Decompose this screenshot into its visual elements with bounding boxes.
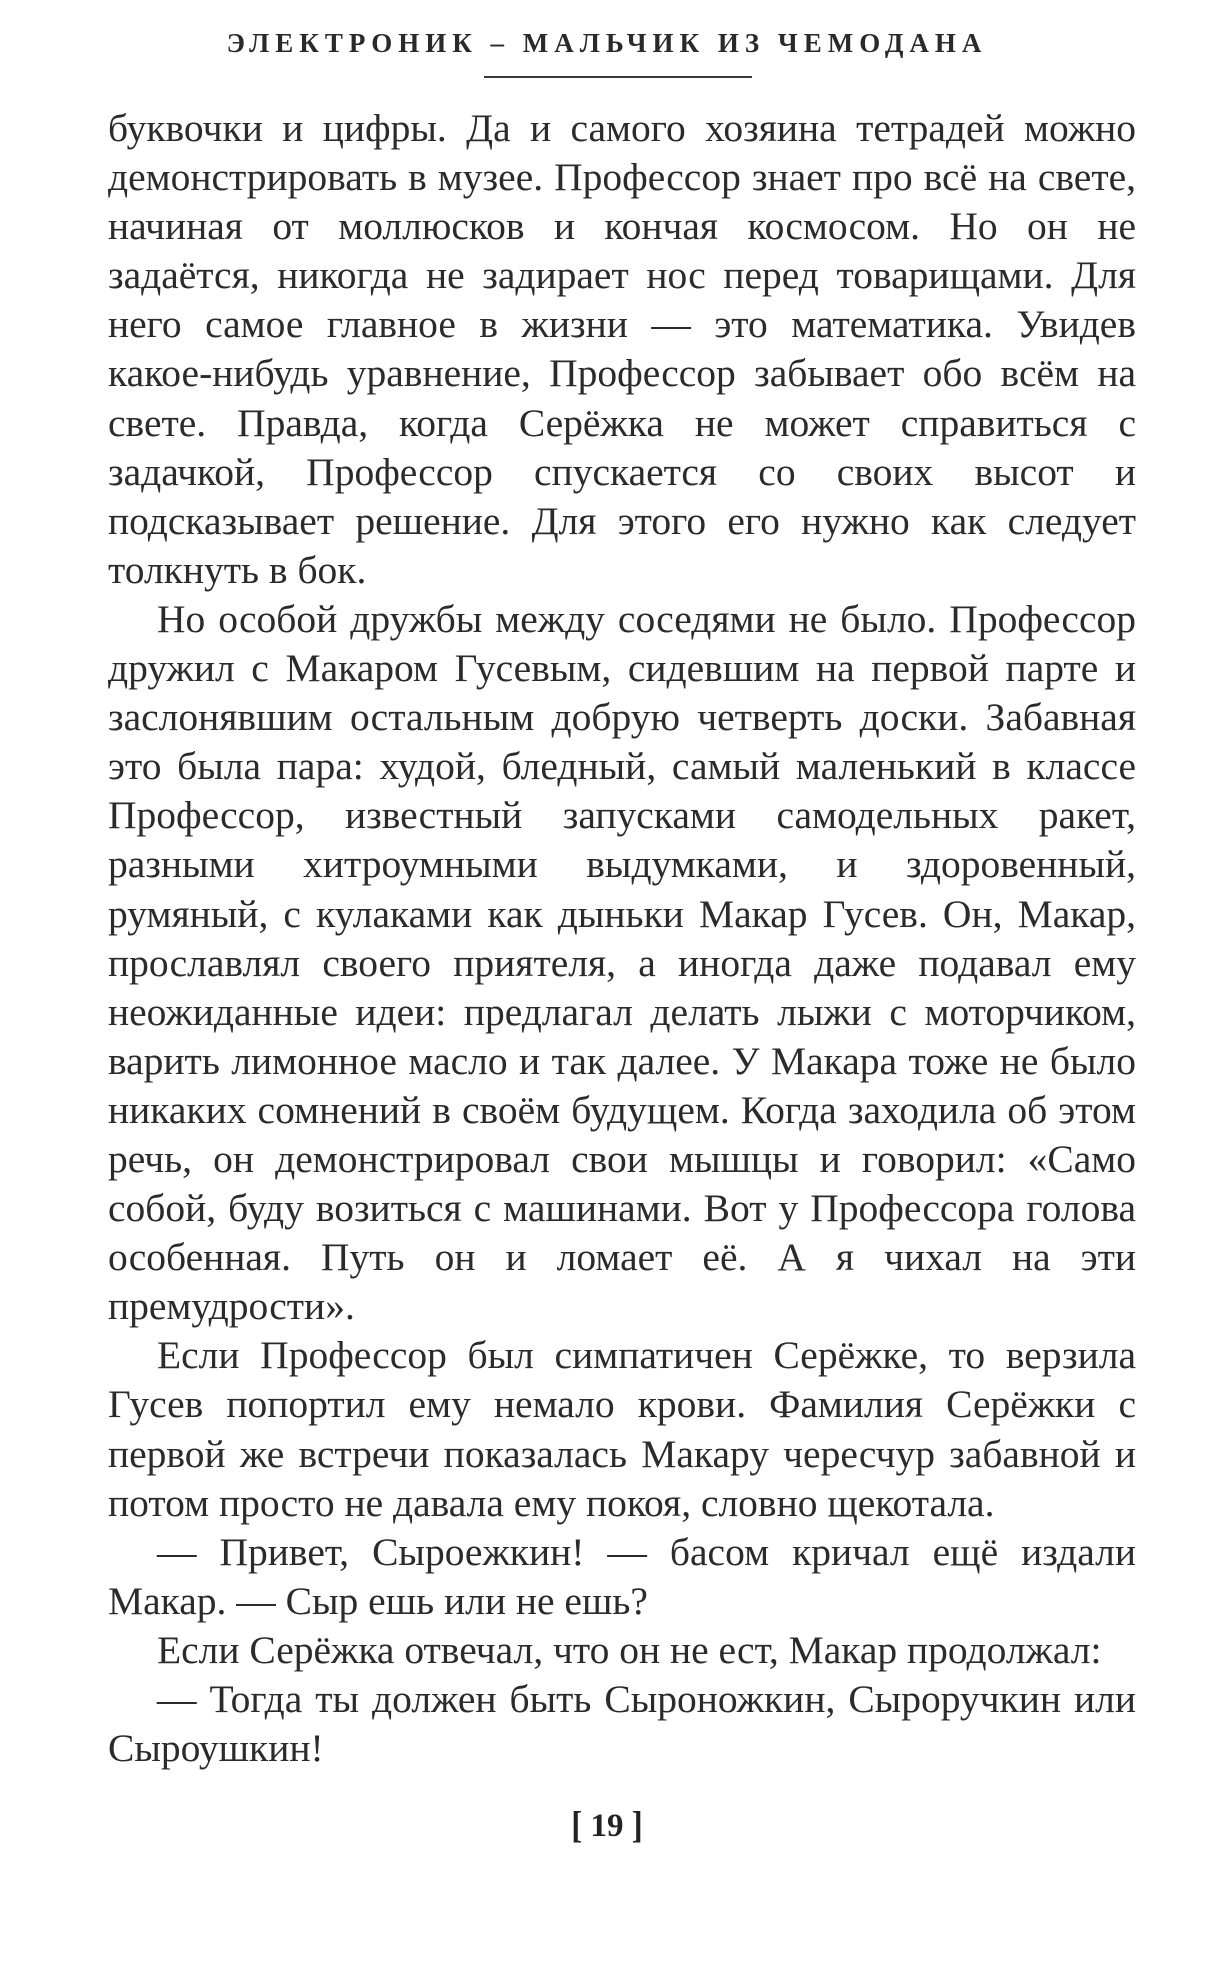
dialogue-line: — Тогда ты должен быть Сыроножкин, Сыроручкин или Сыроушкин! — [108, 1677, 1136, 1771]
paragraph: Но особой дружбы между соседями не было. Профессор дружил с Макаром Гусевым, сидевшим на первой парте и заслонявшим остальным добрую четверть доски. Забавная это была пара: худой, бледный, самый маленький в классе Профессор, известный запусками самодельных ракет, разными хитроумными выдумками, и здоровенный, румяный, с кулаками как дыньки Макар Гусев. Он, Макар, прославлял своего приятеля, а иногда даже подавал ему неожиданные идеи: предлагал делать лыжи с моторчиком, варить лимонное масло и так далее. У Макара тоже не было никаких сомнений в своём будущем. Когда заходила об этом речь, он демонстрировал свои мышцы и говорил: «Само собой, буду возиться с машинами. Вот у Профессора голова особенная. Путь он и ломает её. А я чихал на эти премудрости». — [108, 596, 1136, 1329]
folio-bracket-right: ] — [631, 1805, 643, 1847]
folio-bracket-left: [ — [571, 1805, 583, 1847]
text-body — [108, 104, 1136, 1773]
running-header: ЭЛЕКТРОНИК – МАЛЬЧИК ИЗ ЧЕМОДАНА — [226, 28, 988, 58]
page-number-folio — [0, 1805, 1214, 1847]
dialogue-line: — Привет, Сыроежкин! — басом кричал ещё издали Макар. — Сыр ешь или не ешь? — [108, 1529, 1136, 1623]
page-number: 19 — [590, 1808, 624, 1844]
paragraph-continued: буквочки и цифры. Да и самого хозяина тетрадей можно демонстрировать в музее. Профессор знает про всё на свете, начиная от моллюсков и кончая космосом. Но он не задаётся, никогда не задирает нос перед товарищами. Для него самое главное в жизни — это математика. Увидев какое-нибудь уравнение, Профессор забывает обо всём на свете. Правда, когда Серёжка не может справиться с задачкой, Профессор спускается со своих высот и подсказывает решение. Для этого его нужно как следует толкнуть в бок. — [108, 106, 1136, 592]
paragraph: Если Серёжка отвечал, что он не ест, Макар продолжал: — [157, 1627, 1102, 1672]
paragraph: Если Профессор был симпатичен Серёжке, то верзила Гусев попортил ему немало крови. Фамилия Серёжки с первой же встречи показалась Макару чересчур забавной и потом просто не давала ему покоя, словно щекотала. — [108, 1333, 1136, 1525]
header-rule — [484, 76, 752, 78]
